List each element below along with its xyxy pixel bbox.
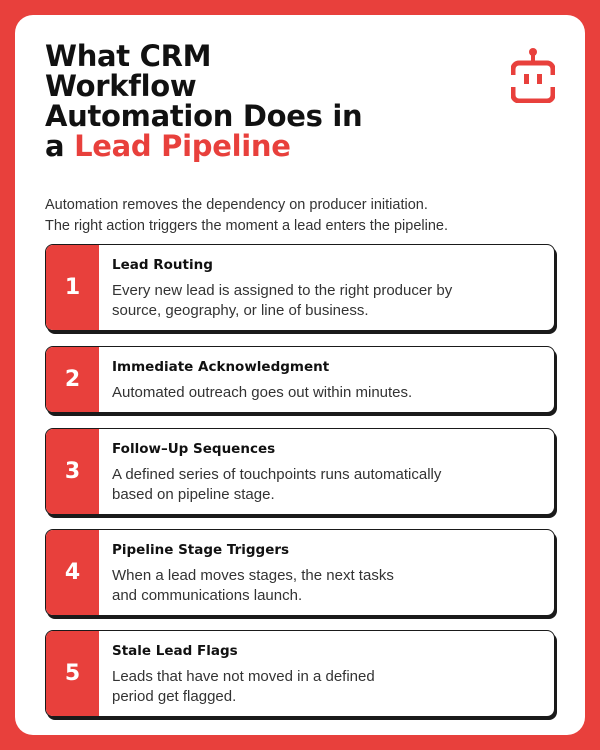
- step-description-line-1: Leads that have not moved in a defined: [112, 668, 375, 685]
- step-description-line-1: When a lead moves stages, the next tasks: [112, 567, 394, 584]
- step-title: Stale Lead Flags: [112, 643, 238, 659]
- title-line-1: What CRM: [45, 39, 212, 73]
- list-item: [45, 346, 555, 413]
- step-description-line-1: Automated outreach goes out within minutes.: [112, 384, 413, 401]
- step-description-line-1: A defined series of touchpoints runs automatically: [112, 466, 442, 483]
- step-title: Follow–Up Sequences: [112, 441, 276, 457]
- step-description-line-2: source, geography, or line of business.: [112, 302, 369, 319]
- title-line-2: Workflow: [45, 69, 197, 103]
- list-item: [45, 529, 555, 616]
- intro-text: [45, 195, 565, 237]
- step-description: [112, 667, 532, 707]
- step-title: Lead Routing: [112, 257, 213, 273]
- step-description-line-2: period get flagged.: [112, 688, 237, 705]
- step-description: [112, 465, 532, 505]
- step-title: Pipeline Stage Triggers: [112, 542, 290, 558]
- step-title: Immediate Acknowledgment: [112, 359, 330, 375]
- step-number: 3: [46, 429, 99, 514]
- list-item: [45, 428, 555, 515]
- intro-line-1: Automation removes the dependency on producer initiation.: [45, 197, 428, 213]
- step-description-line-2: and communications launch.: [112, 587, 303, 604]
- step-number: 1: [46, 245, 99, 330]
- step-description: [112, 281, 532, 321]
- step-description: [112, 566, 532, 606]
- title-accent: Lead Pipeline: [74, 129, 291, 163]
- list-item: [45, 244, 555, 331]
- list-item: [45, 630, 555, 717]
- robot-icon: [511, 45, 555, 103]
- step-description: [112, 383, 532, 403]
- page-title: [45, 41, 475, 161]
- title-line-3: Automation Does in: [45, 99, 363, 133]
- infographic-card: [15, 15, 585, 735]
- step-number: 2: [46, 347, 99, 412]
- step-description-line-1: Every new lead is assigned to the right producer by: [112, 282, 453, 299]
- intro-line-2: The right action triggers the moment a lead enters the pipeline.: [45, 218, 449, 234]
- step-number: 4: [46, 530, 99, 615]
- title-prefix: a: [45, 129, 65, 163]
- step-description-line-2: based on pipeline stage.: [112, 486, 275, 503]
- step-number: 5: [46, 631, 99, 716]
